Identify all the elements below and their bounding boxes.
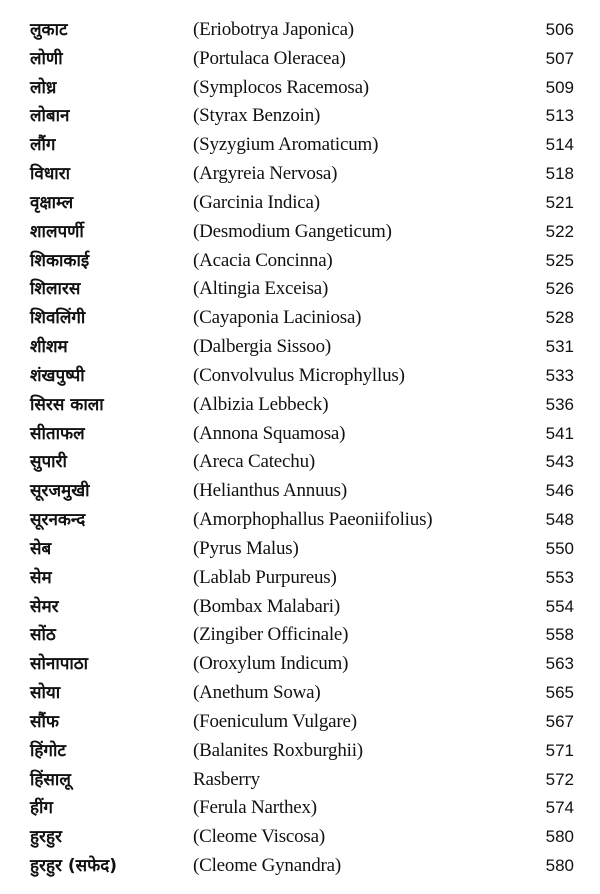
botanical-name: (Desmodium Gangeticum) — [193, 220, 392, 242]
hindi-name: लौंग — [30, 135, 56, 156]
index-entry — [0, 477, 600, 506]
hindi-name: लुकाट — [30, 20, 68, 40]
hindi-name: हुरहुर (सफेद) — [30, 856, 118, 877]
index-entry — [0, 564, 600, 593]
page-number: 522 — [545, 221, 574, 241]
index-entry — [0, 16, 600, 45]
botanical-name: (Annona Squamosa) — [193, 422, 346, 444]
hindi-name: वृक्षाम्ल — [30, 192, 74, 213]
page-number: 541 — [545, 423, 574, 443]
hindi-name: हिंगोट — [30, 740, 66, 761]
index-entry — [0, 74, 600, 103]
botanical-name: (Altingia Exceisa) — [193, 278, 329, 300]
index-entry — [0, 420, 600, 449]
page-number: 533 — [545, 365, 574, 385]
hindi-name: हिंसालू — [30, 769, 71, 790]
hindi-name: शिलारस — [30, 279, 81, 300]
index-entry — [0, 160, 600, 189]
botanical-name: (Areca Catechu) — [193, 451, 316, 473]
index-entry — [0, 131, 600, 160]
page-number: 580 — [545, 856, 574, 876]
hindi-name: शिवलिंगी — [30, 308, 86, 329]
hindi-name: शिकाकाई — [30, 250, 90, 271]
page-number: 574 — [545, 798, 574, 818]
index-entry — [0, 679, 600, 708]
hindi-name: हींग — [30, 798, 54, 819]
hindi-name: सेब — [30, 538, 52, 559]
index-entry — [0, 189, 600, 218]
index-entry — [0, 766, 600, 795]
index-entry — [0, 362, 600, 391]
botanical-name: (Portulaca Oleracea) — [193, 47, 346, 69]
page-number: 521 — [545, 192, 574, 212]
index-entry — [0, 823, 600, 852]
botanical-name: (Dalbergia Sissoo) — [193, 336, 332, 358]
botanical-name: (Eriobotrya Japonica) — [193, 19, 354, 40]
index-entry — [0, 45, 600, 74]
page-number: 528 — [545, 308, 574, 328]
index-entry — [0, 535, 600, 564]
hindi-name: शालपर्णी — [30, 221, 84, 242]
botanical-name: (Cleome Gynandra) — [193, 855, 342, 877]
hindi-name: सेम — [30, 567, 52, 588]
botanical-name: (Helianthus Annuus) — [193, 480, 347, 502]
page-number: 525 — [545, 250, 574, 270]
page-number: 553 — [545, 567, 574, 587]
botanical-name: (Styrax Benzoin) — [193, 105, 321, 127]
page-number: 571 — [545, 740, 574, 760]
page-number: 507 — [545, 48, 574, 68]
botanical-name: (Symplocos Racemosa) — [193, 76, 369, 98]
index-entry — [0, 333, 600, 362]
hindi-name: शंखपुष्पी — [30, 365, 85, 386]
botanical-name: (Bombax Malabari) — [193, 595, 340, 617]
hindi-name: शीशम — [30, 337, 68, 358]
botanical-name: (Convolvulus Microphyllus) — [193, 364, 405, 386]
hindi-name: सुपारी — [30, 452, 67, 473]
hindi-name: सूरजमुखी — [30, 481, 90, 502]
page-number: 548 — [545, 510, 574, 530]
page-number: 567 — [545, 711, 574, 731]
index-entry — [0, 852, 600, 881]
index-list — [0, 16, 600, 881]
hindi-name: लोबान — [30, 106, 70, 127]
botanical-name: (Cayaponia Laciniosa) — [193, 307, 362, 329]
botanical-name: (Syzygium Aromaticum) — [193, 134, 379, 156]
botanical-name: (Pyrus Malus) — [193, 537, 299, 559]
botanical-name: (Amorphophallus Paeoniifolius) — [193, 509, 433, 531]
botanical-name: (Lablab Purpureus) — [193, 566, 337, 588]
index-entry — [0, 621, 600, 650]
page-number: 531 — [545, 337, 574, 357]
page-number: 509 — [545, 77, 574, 97]
botanical-name: Rasberry — [193, 768, 260, 790]
page-number: 526 — [545, 279, 574, 299]
botanical-name: (Albizia Lebbeck) — [193, 393, 329, 415]
index-entry — [0, 448, 600, 477]
hindi-name: लोणी — [30, 48, 63, 69]
index-entry — [0, 218, 600, 247]
page-number: 513 — [545, 106, 574, 126]
page-number: 543 — [545, 452, 574, 472]
page-number: 546 — [545, 481, 574, 501]
page-number: 550 — [545, 538, 574, 558]
hindi-name: सिरस काला — [30, 394, 104, 415]
botanical-name: (Ferula Narthex) — [193, 797, 317, 819]
page-number: 580 — [545, 827, 574, 847]
botanical-name: (Garcinia Indica) — [193, 191, 320, 213]
hindi-name: लोध्र — [30, 77, 57, 98]
botanical-name: (Acacia Concinna) — [193, 249, 333, 271]
botanical-name: (Argyreia Nervosa) — [193, 163, 338, 185]
botanical-name: (Cleome Viscosa) — [193, 826, 325, 848]
index-entry — [0, 247, 600, 276]
botanical-name: (Balanites Roxburghii) — [193, 739, 363, 761]
hindi-name: सोंठ — [30, 625, 56, 646]
botanical-name: (Oroxylum Indicum) — [193, 653, 349, 675]
index-entry — [0, 737, 600, 766]
page-number: 565 — [545, 683, 574, 703]
page-number: 572 — [545, 769, 574, 789]
index-entry — [0, 102, 600, 131]
index-entry — [0, 708, 600, 737]
botanical-name: (Anethum Sowa) — [193, 682, 321, 704]
hindi-name: विधारा — [30, 164, 71, 185]
index-entry — [0, 391, 600, 420]
botanical-name: (Foeniculum Vulgare) — [193, 710, 357, 732]
page-number: 558 — [545, 625, 574, 645]
index-entry — [0, 593, 600, 622]
hindi-name: सूरनकन्द — [30, 510, 86, 531]
page-number: 554 — [545, 596, 574, 616]
hindi-name: सोया — [30, 683, 61, 704]
page-number: 536 — [545, 394, 574, 414]
hindi-name: सोनापाठा — [30, 654, 89, 675]
hindi-name: सौंफ — [30, 711, 60, 732]
index-entry — [0, 506, 600, 535]
hindi-name: हुरहुर — [30, 827, 62, 848]
hindi-name: सेमर — [30, 596, 59, 617]
page-number: 506 — [545, 20, 574, 39]
page-number: 518 — [545, 164, 574, 184]
page-number: 514 — [545, 135, 574, 155]
index-entry — [0, 275, 600, 304]
index-entry — [0, 650, 600, 679]
page-number: 563 — [545, 654, 574, 674]
botanical-name: (Zingiber Officinale) — [193, 624, 349, 646]
hindi-name: सीताफल — [30, 423, 85, 444]
index-entry — [0, 794, 600, 823]
index-entry — [0, 304, 600, 333]
